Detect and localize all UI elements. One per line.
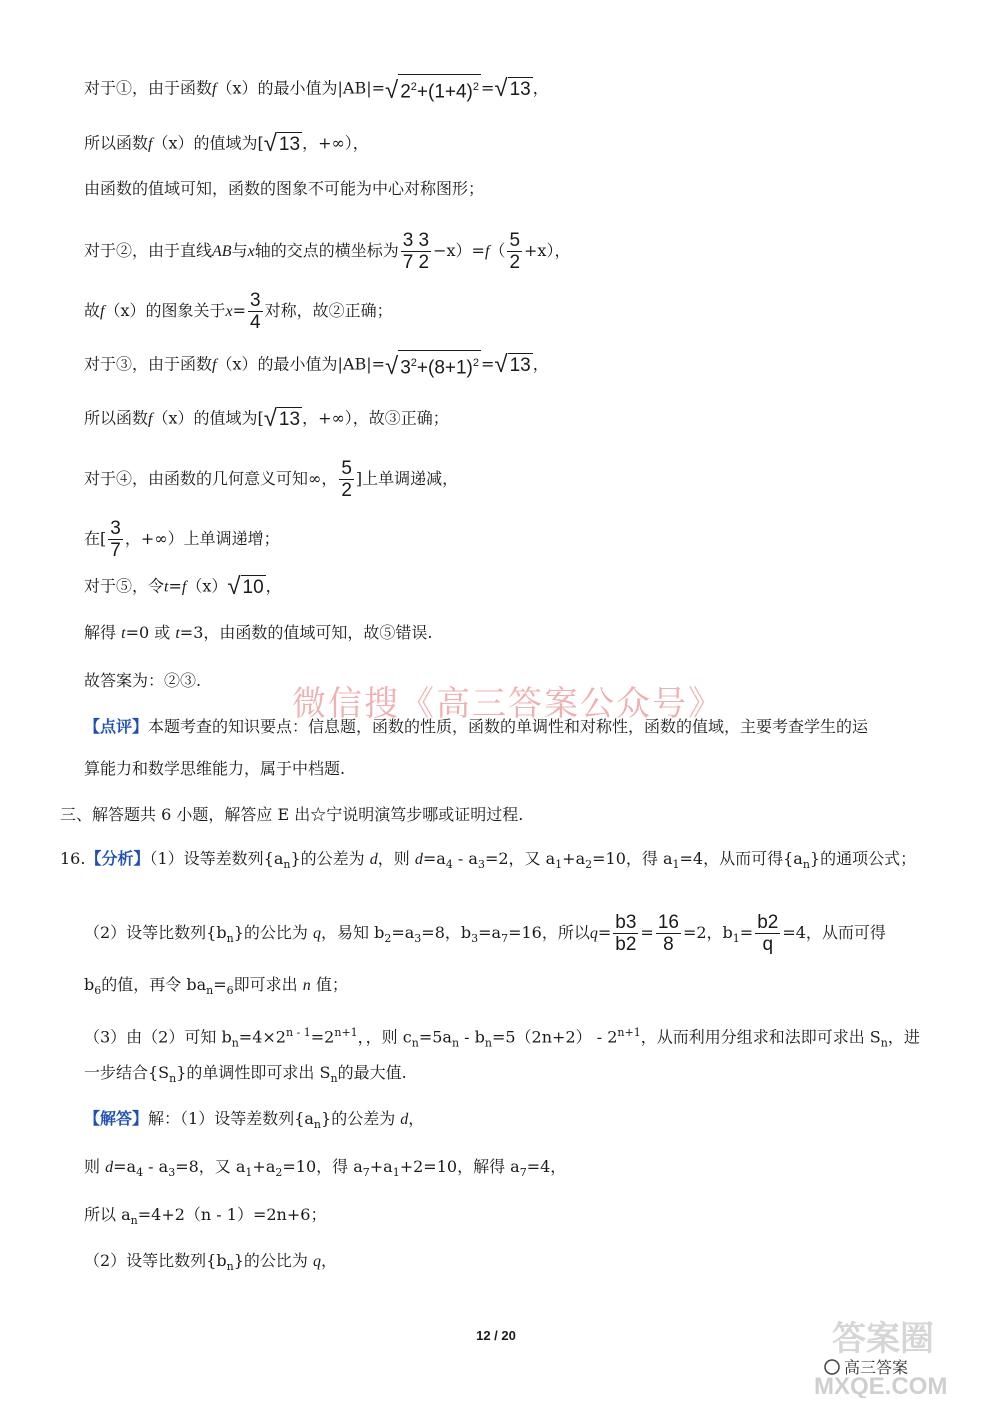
text-line: 对于②，由于直线AB与x轴的交点的横坐标为 $\frac{3 3}{7 2}$ −x）=f（ $\frac{5}{2}$ +x）， — [84, 230, 571, 273]
text-line: 一步结合$\{S_n\}$的单调性即可求出 $S_n$的最大值. — [84, 1063, 407, 1086]
text-line: $b_6$的值，再令 $ba_n=_6$即可求出 n 值； — [84, 975, 348, 998]
text-line: 所以函数f（x）的值域为[ √ 13 ，+∞）， — [84, 130, 369, 157]
text-line: （2）设等比数列$\{b_n\}$的公比为 q，易知 $b_2=a_3=8$，$b_3=a_7=16$，所以q= $\frac{b3}{b2}$ = $\frac{16}{8}$ =2，$b_1=$ $\frac{b2}{q}$ =4，从而可得 — [84, 912, 886, 955]
answer-line: 【解答】解：（1）设等差数列$\{a_n\}$的公差为 d， — [84, 1109, 425, 1132]
text-line: 所以 $a_n=4+2(n - 1)=2n+6$； — [84, 1205, 327, 1228]
fraction: $\frac{3 3}{7 2}$ — [402, 230, 430, 273]
sqrt-13: √ 13 — [263, 405, 301, 432]
text-line: 由函数的值域可知，函数的图象不可能为中心对称图形； — [84, 179, 485, 198]
comment-line: 【点评】本题考查的知识要点：信息题，函数的性质，函数的单调性和对称性，函数的值域，主要考查学生的运 — [84, 717, 869, 736]
text-line: 在[ $\frac{3}{7}$ ，+∞）上单调递增； — [84, 518, 280, 561]
fraction: $\frac{16}{8}$ — [657, 912, 679, 955]
logo-graphic — [812, 1318, 982, 1398]
answer-tag: 【解答】 — [84, 1109, 149, 1128]
text-line: 对于④，由函数的几何意义可知∞， $\frac{5}{2}$ ]上单调递减， — [84, 458, 459, 501]
text-line: （2）设等比数列$\{b_n\}$的公比为 q， — [84, 1251, 337, 1274]
fraction: $\frac{5}{2}$ — [341, 458, 352, 501]
sqrt-13: √ 13 — [494, 75, 531, 103]
fraction: $\frac{3}{4}$ — [250, 290, 261, 333]
fraction: $\frac{b3}{b2}$ — [615, 912, 637, 955]
sqrt-13: √ 13 — [263, 130, 301, 157]
text-line: （3）由（2）可知 $b_n=4\times 2^{n - 1}=2^{n+1}$，，则 $c_n=5a_n - b_n=5(2n+2) - 2^{n+1}$，从而利用分组求和法即可求出 $S_n$，进 — [84, 1026, 920, 1050]
watermark: 微信搜《高三答案公众号》 — [292, 684, 724, 724]
text-line: 16.【分析】（1）设等差数列$\{a_n\}$的公差为 d，则 $d=a_4 - a_3=2$，又 $a_1+a_2=10$，得 $a_1=4$，从而可得$\{a_n\}$的通项公式； — [60, 849, 917, 872]
text-line: 故答案为：②③. — [84, 671, 202, 690]
sqrt-13: √ 13 — [494, 351, 531, 379]
fraction: $\frac{5}{2}$ — [509, 230, 521, 273]
sqrt-10: √ 10 — [227, 573, 264, 600]
text-line: 所以函数f（x）的值域为[ √ 13 ，+∞），故③正确； — [84, 405, 449, 432]
text-line: 对于③，由于函数f（x）的最小值为|AB|= √ $3^2+(8+1)^2$ = √ 13 ， — [84, 351, 549, 381]
sqrt-expression: √ $2^2+(1+4)^2$ — [385, 74, 481, 104]
analysis-tag: 【分析】 — [85, 849, 150, 868]
logo-text-mid: 高三答案 — [844, 1358, 909, 1377]
logo-text-top: 答案圈 — [832, 1319, 934, 1359]
text-line: 故f（x）的图象关于x= $\frac{3}{4}$ 对称，故②正确； — [84, 290, 393, 333]
corner-logo — [812, 1318, 982, 1398]
comment-tag: 【点评】 — [84, 717, 149, 736]
fraction: $\frac{3}{7}$ — [110, 518, 121, 561]
text-line: 则 $d=a_4 - a_3=8$，又 $a_1+a_2=10$，得 $a_7+a_1+2=10$，解得 $a_7=4$， — [84, 1157, 567, 1180]
text-line: 对于①，由于函数f（x）的最小值为|AB|= √ $2^2+(1+4)^2$ = √ 13 ， — [84, 75, 549, 105]
fraction: $\frac{b2}{q}$ — [757, 912, 779, 955]
page-number: 12 / 20 — [476, 1328, 516, 1343]
text-line: 对于⑤，令t=f（x） √ 10 ， — [84, 573, 282, 600]
logo-text-bottom: MXQE.COM — [814, 1373, 948, 1398]
text-line: 算能力和数学思维能力，属于中档题. — [84, 759, 346, 778]
text-line: 解得 t=0 或 t=3，由函数的值域可知，故⑤错误. — [84, 623, 433, 642]
sqrt-expression: √ $3^2+(8+1)^2$ — [385, 350, 481, 380]
section-heading: 三、解答题共 6 小题，解答应 E 出☆宁说明演笃步哪或证明过程. — [60, 805, 524, 824]
